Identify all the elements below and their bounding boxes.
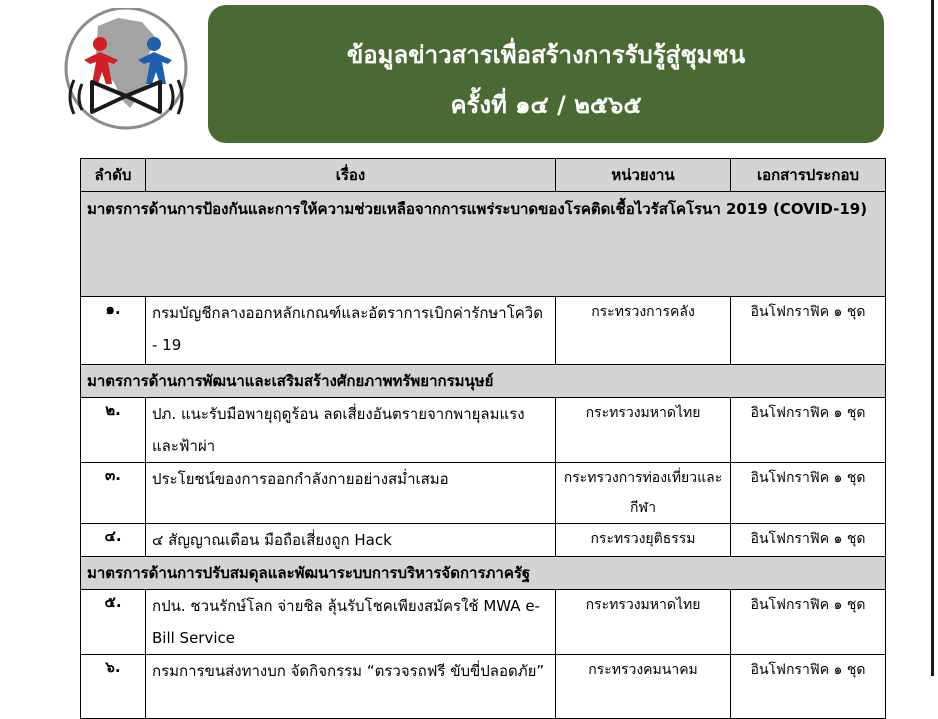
page-edge-line (931, 0, 934, 676)
column-header-number: ลำดับ (81, 159, 146, 192)
row-agency: กระทรวงมหาดไทย (556, 398, 731, 463)
row-agency: กระทรวงมหาดไทย (556, 590, 731, 655)
row-attachment: อินโฟกราฟิค ๑ ชุด (731, 590, 886, 655)
section-title: มาตรการด้านการป้องกันและการให้ความช่วยเหลือจากการแพร่ระบาดของโรคติดเชื้อไวรัสโคโรนา 2019 (COVID-19) (81, 192, 886, 297)
section-row (81, 365, 886, 398)
row-topic: กปน. ชวนรักษ์โลก จ่ายชิล ลุ้นรับโชคเพียงสมัครใช้ MWA e-Bill Service (146, 590, 556, 655)
row-number: ๖. (81, 655, 146, 719)
table-row (81, 463, 886, 524)
row-attachment: อินโฟกราฟิค ๑ ชุด (731, 463, 886, 524)
row-number: ๓. (81, 463, 146, 524)
column-header-agency: หน่วยงาน (556, 159, 731, 192)
row-topic: ๔ สัญญาณเตือน มือถือเสี่ยงถูก Hack (146, 524, 556, 557)
title-banner (208, 5, 884, 143)
issue-number: ครั้งที่ ๑๔ / ๒๕๖๕ (450, 91, 642, 119)
column-header-topic: เรื่อง (146, 159, 556, 192)
row-number: ๒. (81, 398, 146, 463)
row-attachment: อินโฟกราฟิค ๑ ชุด (731, 655, 886, 719)
page-title: ข้อมูลข่าวสารเพื่อสร้างการรับรู้สู่ชุมชน (346, 41, 746, 69)
row-agency: กระทรวงการท่องเที่ยวและกีฬา (556, 463, 731, 524)
row-agency: กระทรวงยุติธรรม (556, 524, 731, 557)
section-title: มาตรการด้านการพัฒนาและเสริมสร้างศักยภาพทรัพยากรมนุษย์ (81, 365, 886, 398)
row-number: ๑. (81, 297, 146, 365)
table-row (81, 398, 886, 463)
people-megaphone-logo-icon (56, 8, 196, 136)
table-row (81, 524, 886, 557)
row-agency: กระทรวงการคลัง (556, 297, 731, 365)
row-number: ๕. (81, 590, 146, 655)
column-header-attachment: เอกสารประกอบ (731, 159, 886, 192)
row-number: ๔. (81, 524, 146, 557)
row-attachment: อินโฟกราฟิค ๑ ชุด (731, 297, 886, 365)
row-attachment: อินโฟกราฟิค ๑ ชุด (731, 524, 886, 557)
row-attachment: อินโฟกราฟิค ๑ ชุด (731, 398, 886, 463)
row-topic: กรมบัญชีกลางออกหลักเกณฑ์และอัตราการเบิกค่ารักษาโควิด - 19 (146, 297, 556, 365)
section-row (81, 557, 886, 590)
section-title: มาตรการด้านการปรับสมดุลและพัฒนาระบบการบริหารจัดการภาครัฐ (81, 557, 886, 590)
news-table (80, 158, 886, 719)
table-header-row (81, 159, 886, 192)
row-topic: ประโยชน์ของการออกกำลังกายอย่างสม่ำเสมอ (146, 463, 556, 524)
table-row (81, 655, 886, 719)
row-agency: กระทรวงคมนาคม (556, 655, 731, 719)
campaign-logo (56, 8, 196, 136)
section-row (81, 192, 886, 297)
table-row (81, 297, 886, 365)
table-row (81, 590, 886, 655)
row-topic: กรมการขนส่งทางบก จัดกิจกรรม “ตรวจรถฟรี ขับขี่ปลอดภัย” (146, 655, 556, 719)
row-topic: ปภ. แนะรับมือพายุฤดูร้อน ลดเสี่ยงอันตรายจากพายุลมแรงและฟ้าผ่า (146, 398, 556, 463)
